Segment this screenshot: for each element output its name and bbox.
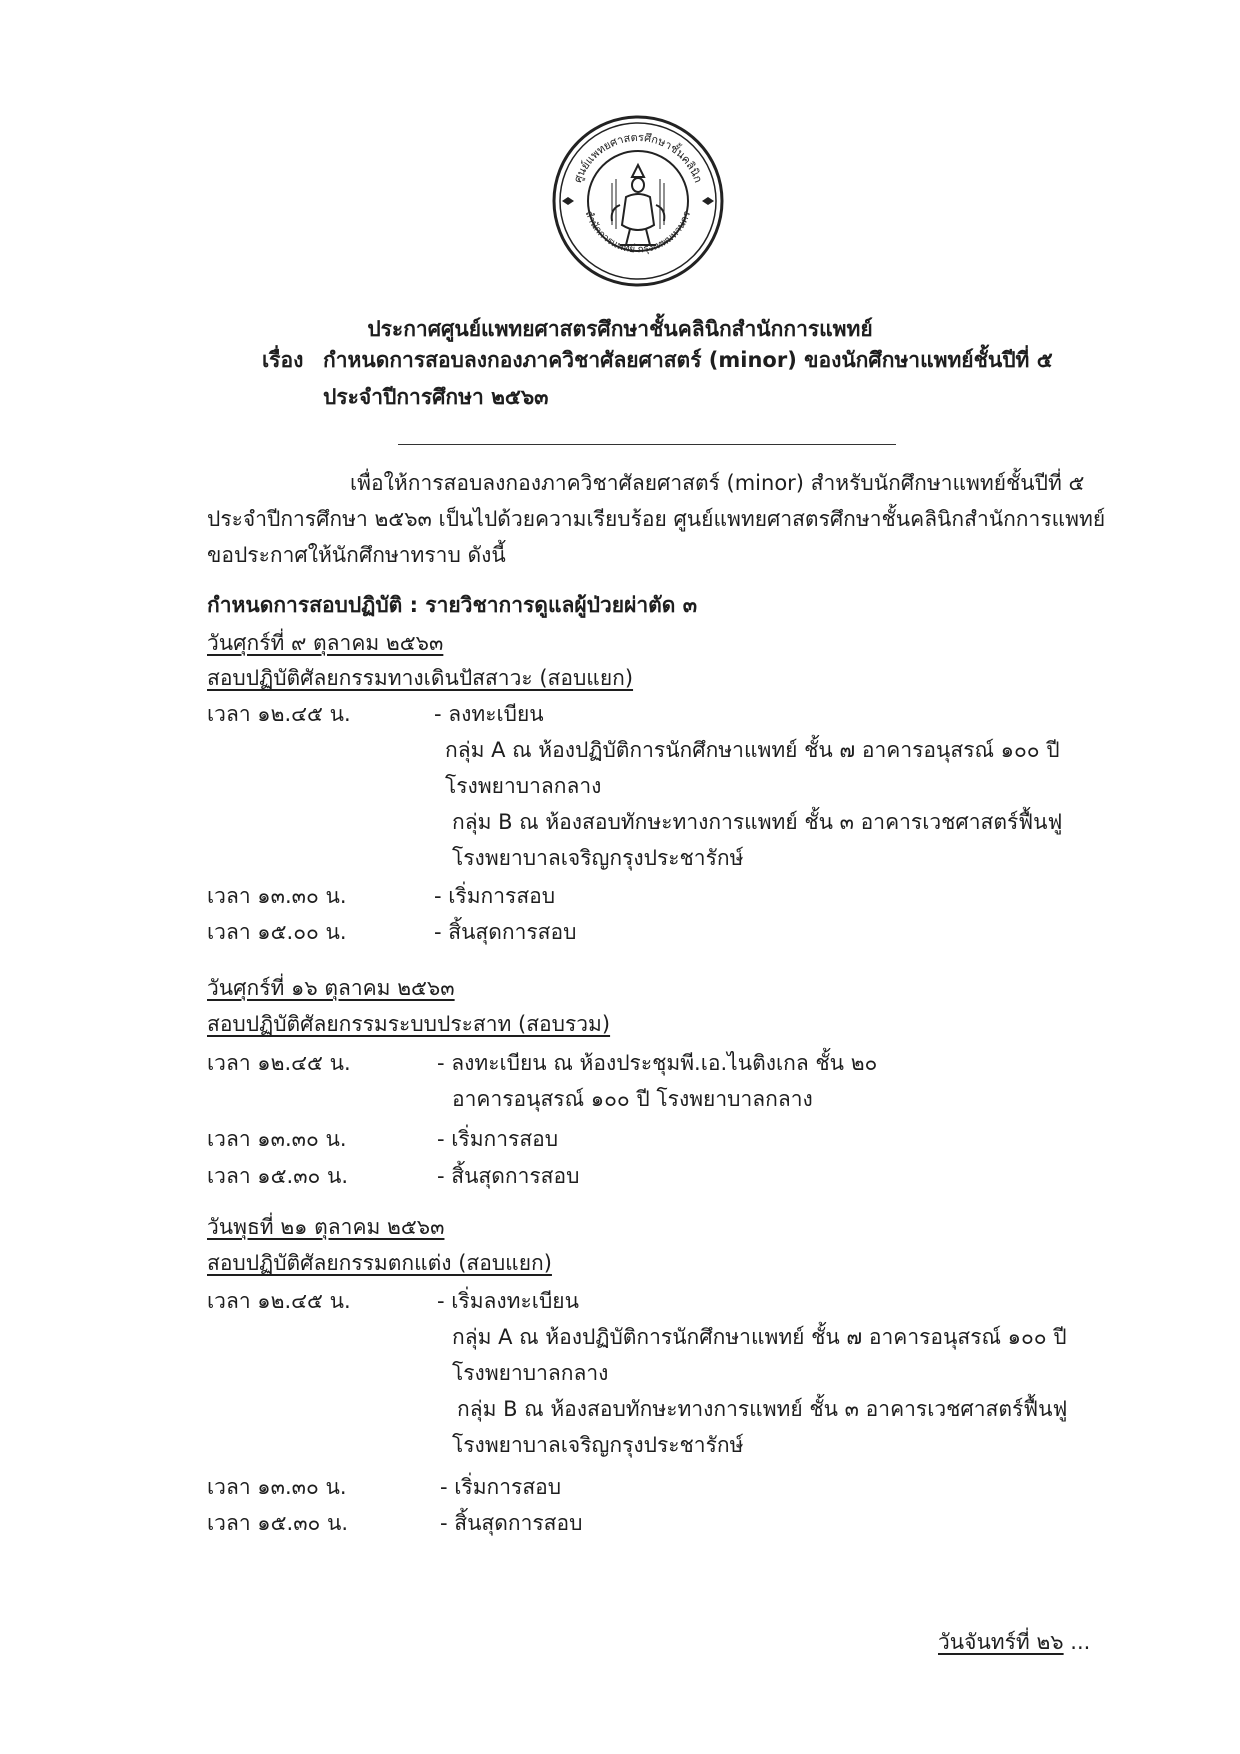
schedule-desc: - ลงทะเบียน — [434, 702, 544, 726]
intro-line-1: เพื่อให้การสอบลงกองภาควิชาศัลยศาสตร์ (minor) สำหรับนักศึกษาแพทย์ชั้นปีที่ ๕ — [350, 471, 1085, 495]
schedule-desc: อาคารอนุสรณ์ ๑๐๐ ปี โรงพยาบาลกลาง — [452, 1087, 813, 1111]
seal-text-top: ศูนย์แพทยศาสตรศึกษาชั้นคลินิก — [571, 130, 705, 185]
schedule-desc: กลุ่ม A ณ ห้องปฏิบัติการนักศึกษาแพทย์ ชั้น ๗ อาคารอนุสรณ์ ๑๐๐ ปี — [452, 1325, 1067, 1349]
time-label: เวลา ๑๕.๓๐ น. — [207, 1164, 349, 1188]
exam-name: สอบปฏิบัติศัลยกรรมระบบประสาท (สอบรวม) — [207, 1012, 611, 1036]
schedule-desc: - สิ้นสุดการสอบ — [437, 1164, 580, 1188]
continued-note — [938, 1632, 1090, 1653]
exam-name: สอบปฏิบัติศัลยกรรมตกแต่ง (สอบแยก) — [207, 1251, 552, 1275]
schedule-desc: - ลงทะเบียน ณ ห้องประชุมพี.เอ.ไนติงเกล ชั้น ๒๐ — [437, 1051, 878, 1075]
subject-line-2: ประจำปีการศึกษา ๒๕๖๓ — [323, 385, 549, 409]
schedule-desc: - เริ่มลงทะเบียน — [437, 1289, 579, 1313]
exam-name: สอบปฏิบัติศัลยกรรมทางเดินปัสสาวะ (สอบแยก) — [207, 666, 634, 690]
day-date: วันศุกร์ที่ ๑๖ ตุลาคม ๒๕๖๓ — [207, 976, 455, 1000]
day-date: วันพุธที่ ๒๑ ตุลาคม ๒๕๖๓ — [207, 1215, 445, 1239]
continued-ellipsis: ... — [1063, 1630, 1091, 1654]
schedule-desc: - เริ่มการสอบ — [437, 1127, 559, 1151]
intro-line-3: ขอประกาศให้นักศึกษาทราบ ดังนี้ — [207, 543, 506, 567]
time-label: เวลา ๑๒.๔๕ น. — [207, 1289, 351, 1313]
schedule-desc: โรงพยาบาลกลาง — [445, 774, 602, 798]
announcement-title: ประกาศศูนย์แพทยศาสตรศึกษาชั้นคลินิกสำนักการแพทย์ — [367, 317, 873, 341]
schedule-desc: โรงพยาบาลเจริญกรุงประชารักษ์ — [452, 846, 744, 870]
time-label: เวลา ๑๓.๓๐ น. — [207, 1475, 347, 1499]
time-label: เวลา ๑๕.๐๐ น. — [207, 920, 347, 944]
intro-line-2: ประจำปีการศึกษา ๒๕๖๓ เป็นไปด้วยความเรียบร้อย ศูนย์แพทยศาสตรศึกษาชั้นคลินิกสำนักการแพทย์ — [207, 507, 1106, 531]
day-date: วันศุกร์ที่ ๙ ตุลาคม ๒๕๖๓ — [207, 631, 444, 655]
subject-line: กำหนดการสอบลงกองภาควิชาศัลยศาสตร์ (minor) ของนักศึกษาแพทย์ชั้นปีที่ ๕ — [323, 348, 1053, 372]
schedule-desc: - สิ้นสุดการสอบ — [434, 920, 577, 944]
time-label: เวลา ๑๓.๓๐ น. — [207, 1127, 347, 1151]
schedule-desc: โรงพยาบาลกลาง — [452, 1361, 609, 1385]
schedule-desc: - เริ่มการสอบ — [434, 884, 556, 908]
time-label: เวลา ๑๓.๓๐ น. — [207, 884, 347, 908]
continued-date: วันจันทร์ที่ ๒๖ — [938, 1630, 1064, 1654]
schedule-desc: กลุ่ม B ณ ห้องสอบทักษะทางการแพทย์ ชั้น ๓ อาคารเวชศาสตร์ฟื้นฟู — [452, 810, 1063, 834]
time-label: เวลา ๑๕.๓๐ น. — [207, 1511, 349, 1535]
seal-text-bottom: สำนักการแพทย์ กรุงเทพมหานคร — [582, 209, 694, 256]
time-label: เวลา ๑๒.๔๕ น. — [207, 1051, 351, 1075]
time-label: เวลา ๑๒.๔๕ น. — [207, 702, 351, 726]
header-divider — [398, 444, 896, 445]
subject-label: เรื่อง — [262, 348, 304, 372]
schedule-desc: - เริ่มการสอบ — [440, 1475, 562, 1499]
schedule-desc: กลุ่ม A ณ ห้องปฏิบัติการนักศึกษาแพทย์ ชั้น ๗ อาคารอนุสรณ์ ๑๐๐ ปี — [445, 738, 1060, 762]
schedule-title: กำหนดการสอบปฏิบัติ : รายวิชาการดูแลผู้ป่วยผ่าตัด ๓ — [207, 593, 698, 617]
bma-seal-icon — [550, 113, 726, 289]
schedule-desc: - สิ้นสุดการสอบ — [440, 1511, 583, 1535]
schedule-desc: กลุ่ม B ณ ห้องสอบทักษะทางการแพทย์ ชั้น ๓ อาคารเวชศาสตร์ฟื้นฟู — [457, 1397, 1068, 1421]
schedule-desc: โรงพยาบาลเจริญกรุงประชารักษ์ — [452, 1433, 744, 1457]
